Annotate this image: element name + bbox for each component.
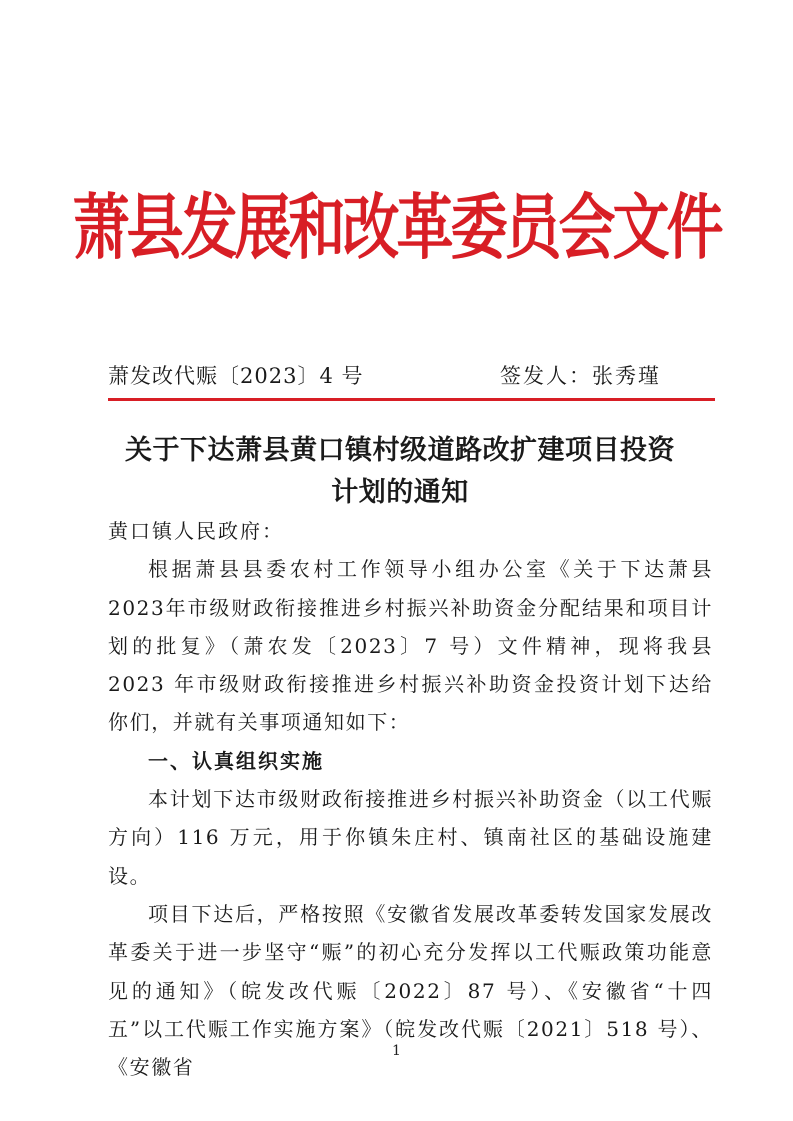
document-title: [100, 430, 700, 514]
addressee: 黄口镇人民政府：: [108, 519, 284, 543]
issuer-signature: 签发人：张秀瑾: [500, 364, 661, 388]
document-meta-row: [108, 360, 688, 392]
document-body: [108, 512, 713, 1086]
section-1-paragraph-2: 项目下达后，严格按照《安徽省发展改革委转发国家发展改革委关于进一步坚守“赈”的初心充分发挥以工代赈政策功能意见的通知》（皖发改代赈〔2022〕87 号）、《安徽省“十四五”以工代赈工作实施方案》（皖发改代赈〔2021〕518 号）、《安徽省: [108, 901, 713, 1080]
red-divider-line: [108, 398, 715, 401]
document-number: 萧发改代赈〔2023〕4 号: [108, 364, 364, 388]
title-line-2: 计划的通知: [331, 477, 469, 508]
masthead-title: 萧县发展和改革委员会文件: [72, 185, 721, 270]
page-number: 1: [392, 1043, 401, 1059]
title-line-1: 关于下达萧县黄口镇村级道路改扩建项目投资: [125, 435, 675, 466]
section-heading-1: 一、认真组织实施: [148, 748, 324, 773]
section-1-paragraph-1: 本计划下达市级财政衔接推进乡村振兴补助资金（以工代赈方向）116 万元，用于你镇朱庄村、镇南社区的基础设施建设。: [108, 787, 713, 888]
intro-paragraph: 根据萧县县委农村工作领导小组办公室《关于下达萧县2023年市级财政衔接推进乡村振兴补助资金分配结果和项目计划的批复》（萧农发〔2023〕7 号）文件精神，现将我县 2023 年市级财政衔接推进乡村振兴补助资金投资计划下达给你们，并就有关事项通知如下：: [108, 557, 713, 735]
